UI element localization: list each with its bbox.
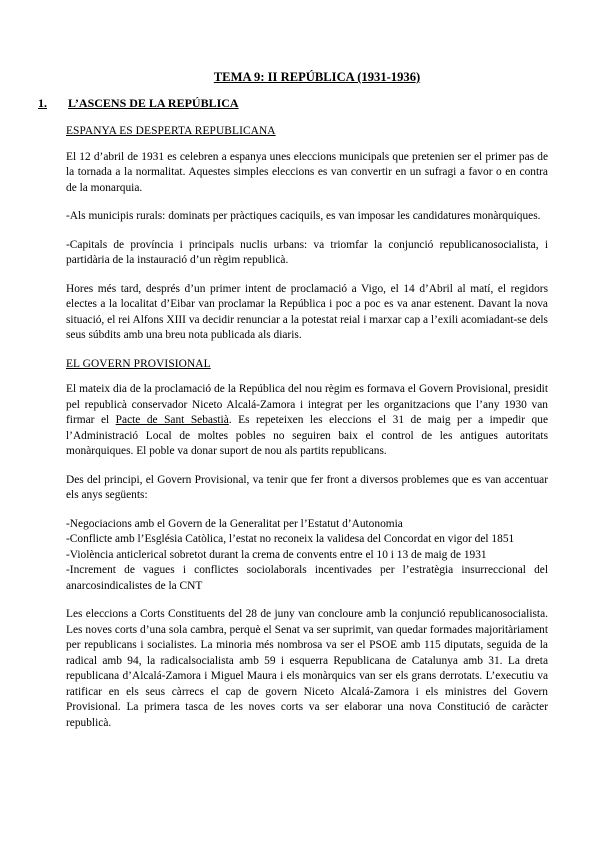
paragraph-urban: -Capitals de província i principals nuclis urbans: va triomfar la conjunció republicanosocialista, i partidària de la instauració d’un règim republicà. <box>66 238 548 266</box>
paragraph-govern-before: El mateix dia de la proclamació de la República del nou règim es formava el Govern Provisional, presidit pel republicà conservador Niceto Alcalá-Zamora i integrat per les organitzacions que l’any 1930 van firmar el <box>66 383 548 426</box>
section-number: 1. <box>38 95 47 110</box>
paragraph-govern-after: . Es repeteixen les eleccions el 31 de maig per a impedir que l’Administració Local de moltes pobles no seguiren baix el control de les antigues autoritats monàrquiques. El poble va donar suport de nou als partits republicans. <box>66 414 548 457</box>
list-item: -Conflicte amb l’Església Catòlica, l’estat no reconeix la validesa del Concordat en vigor del 1851 <box>66 533 515 545</box>
problems-list <box>66 517 548 595</box>
pacte-sant-sebastia-link[interactable]: Pacte de Sant Sebastià <box>115 414 229 426</box>
section-title: L’ASCENS DE LA REPÚBLICA <box>68 95 239 110</box>
paragraph-problems: Des del principi, el Govern Provisional, va tenir que fer front a diversos problemes que es van accentuar els anys següents: <box>66 473 548 501</box>
paragraph-govern <box>66 382 548 460</box>
paragraph-rural: -Als municipis rurals: dominats per pràctiques caciquils, es van imposar les candidatures monàrquiques. <box>66 210 541 222</box>
list-item: -Increment de vagues i conflictes sociolaborals incentivades per l’estratègia insurreccional del anarcosindicalistes de la CNT <box>66 564 548 592</box>
list-item: -Negociacions amb el Govern de la Generalitat per l’Estatut d’Autonomia <box>66 517 403 530</box>
document-title: TEMA 9: II REPÚBLICA (1931-1936) <box>213 70 421 84</box>
paragraph-elections: El 12 d’abril de 1931 es celebren a espanya unes eleccions municipals que pretenien ser el primer pas de la tornada a la normalitat. Aquestes simples eleccions es van convertir en un sufragi a favor o en contra de la monarquia. <box>66 150 548 194</box>
paragraph-proclamation: Hores més tard, després d’un primer intent de proclamació a Vigo, el 14 d’Abril al matí, el regidors electes a la localitat d’Eibar van proclamar la República i poc a poc es va anar estenent. Davant la nova situació, el rei Alfons XIII va decidir renunciar a la potestat reial i marxar cap a l’exili acomiadant-se dels seus súbdits amb una breu nota publicada als diaris. <box>66 282 548 341</box>
paragraph-corts: Les eleccions a Corts Constituents del 28 de juny van concloure amb la conjunció republicanosocialista. Les noves corts d’una sola cambra, perquè el Senat va ser suprimit, van quedar formades majoritàriament per republicans i socialistes. La minoria més nombrosa va ser el PSOE amb 115 diputats, seguida de la radical amb 94, la radicalsocialista amb 59 i esquerra Republicana de Catalunya amb 31. La dreta republicana d’Alcalá-Zamora i Miguel Maura i els monàrquics van ser els grans derrotats. L’executiu va ratificar en els seus càrrecs el cap de govern Niceto Alcalá-Zamora i els ministres del Govern Provisional. La primera tasca de les noves corts va ser elaborar una nova Constitució de caràcter republicà. <box>66 608 548 729</box>
subheading-espanya: ESPANYA ES DESPERTA REPUBLICANA <box>66 125 276 137</box>
subheading-govern: EL GOVERN PROVISIONAL <box>66 357 211 370</box>
section-heading <box>38 96 548 112</box>
list-item: -Violència anticlerical sobretot durant la crema de convents entre el 10 i 13 de maig de 1931 <box>66 548 487 561</box>
